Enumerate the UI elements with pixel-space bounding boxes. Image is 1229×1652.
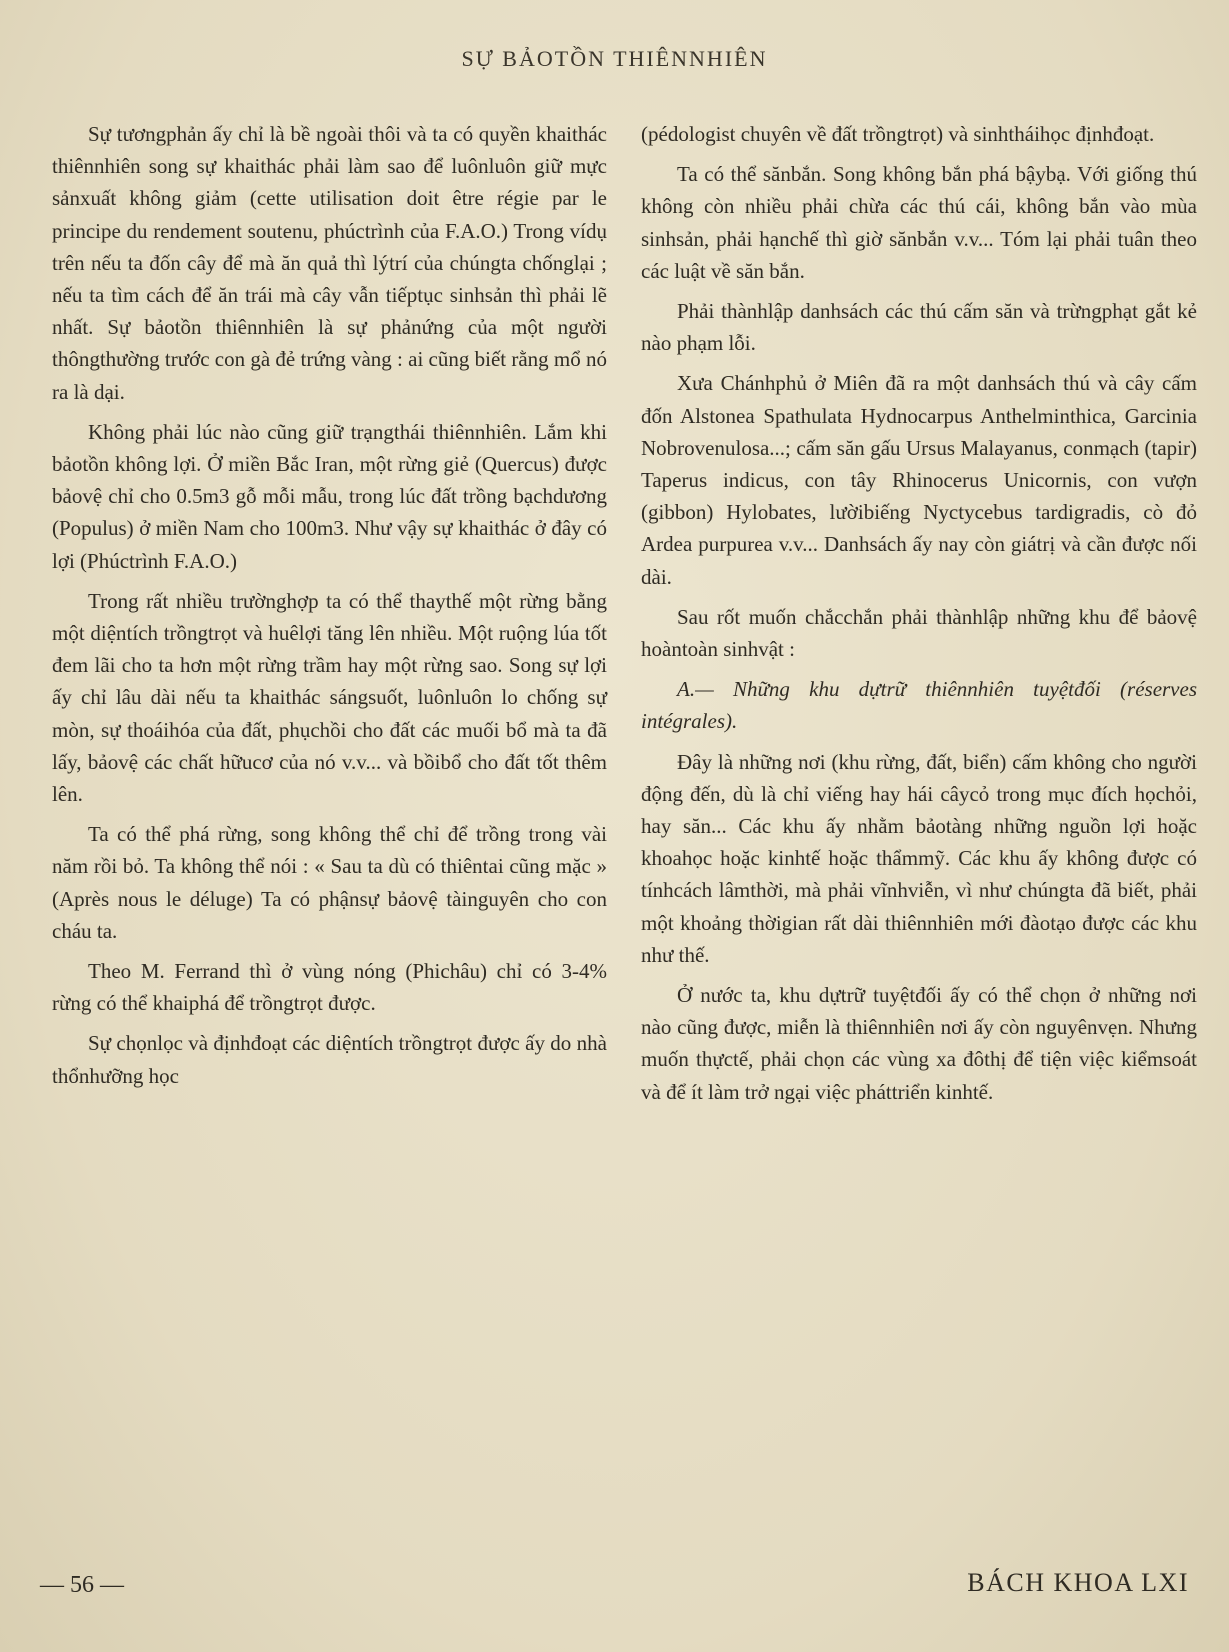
left-text-column xyxy=(52,118,607,1100)
paragraph: Sau rốt muốn chắcchắn phải thànhlập những khu để bảovệ hoàntoàn sinhvật : xyxy=(641,604,1197,662)
running-title: SỰ BẢOTỒN THIÊNNHIÊN xyxy=(461,46,768,71)
right-text-column xyxy=(641,118,1197,1116)
paragraph: Không phải lúc nào cũng giữ trạngthái thiênnhiên. Lắm khi bảotồn không lợi. Ở miền Bắc Iran, một rừng giẻ (Quercus) được bảovệ chỉ cho 0.5m3 gỗ mỗi mẫu, trong lúc đất trồng bạchdương (Populus) ở miền Nam cho 100m3. Như vậy sự khaithác ở đây có lợi (Phúctrình F.A.O.) xyxy=(52,419,607,573)
paragraph: Trong rất nhiều trườnghợp ta có thể thaythế một rừng bằng một diệntích trồngtrọt và huêlợi tăng lên nhiều. Một ruộng lúa tốt đem lãi cho ta hơn một rừng trầm hay một rừng sao. Song sự lợi ấy chỉ lâu dài nếu ta khaithác sángsuốt, luônluôn lo chống sự mòn, sự thoáihóa của đất, phụchồi cho đất các muối bổ mà ta đã lấy, bảovệ các chất hữucơ của nó v.v... và bồibổ cho đất tốt thêm lên. xyxy=(52,588,607,807)
page-number: — 56 — xyxy=(40,1572,124,1598)
paragraph-continued: (pédologist chuyên về đất trồngtrọt) và sinhtháihọc địnhđoạt. xyxy=(641,122,1155,146)
journal-title: BÁCH KHOA LXI xyxy=(967,1568,1189,1597)
paragraph: Ở nước ta, khu dựtrữ tuyệtđối ấy có thể chọn ở những nơi nào cũng được, miễn là thiênnhiên nơi ấy còn nguyênvẹn. Nhưng muốn thựctế, phải chọn các vùng xa đôthị để tiện việc kiểmsoát và để ít làm trở ngại việc pháttriển kinhtế. xyxy=(641,983,1197,1104)
paragraph: Sự tươngphản ấy chỉ là bề ngoài thôi và ta có quyền khaithác thiênnhiên song sự khaithác phải làm sao để luônluôn giữ mực sảnxuất không giảm (cette utilisation doit être régie par le principe du rendement soutenu, phúctrình của F.A.O.) Trong vídụ trên nếu ta đốn cây để mà ăn quả thì lýtrí của chúngta chốnglại ; nếu ta tìm cách để ăn trái mà cây vẫn tiếptục sinhsản thì phải lẽ nhất. Sự bảotồn thiênnhiên là sự phảnứng của một người thôngthường trước con gà đẻ trứng vàng : ai cũng biết rằng mổ nó ra là dại. xyxy=(52,122,607,404)
section-heading-a: A.— Những khu dựtrữ thiênnhiên tuyệtđối (réserves intégrales). xyxy=(641,677,1197,734)
paragraph: Ta có thể sănbắn. Song không bắn phá bậybạ. Với giống thú không còn nhiều phải chừa các thú cái, không bắn vào mùa sinhsản, phải hạnchế thì giờ sănbắn v.v... Tóm lại phải tuân theo các luật về săn bắn. xyxy=(641,162,1197,283)
paragraph: Phải thànhlập danhsách các thú cấm săn và trừngphạt gắt kẻ nào phạm lỗi. xyxy=(641,299,1197,356)
paragraph: Đây là những nơi (khu rừng, đất, biển) cấm không cho người động đến, dù là chỉ viếng hay hái câycỏ trong mục đích họchỏi, hay săn... Các khu ấy nhằm bảotàng những nguồn lợi hoặc khoahọc hoặc kinhtế hoặc thẩmmỹ. Các khu ấy không được có tínhcách lâmthời, mà phải vĩnhviễn, vì như chúngta đã biết, phải một khoảng thờigian rất dài thiênnhiên mới đàotạo được các khu như thế. xyxy=(641,749,1197,967)
paragraph: Xưa Chánhphủ ở Miên đã ra một danhsách thú và cây cấm đốn Alstonea Spathulata Hydnocarpus Anthelminthica, Garcinia Nobrovenulosa...; cấm săn gấu Ursus Malayanus, conmạch (tapir) Taperus indicus, con tây Rhinocerus Unicornis, con vượn (gibbon) Hylobates, lườibiếng Nyctycebus tardigradis, cò đỏ Ardea purpurea v.v... Danhsách ấy nay còn giátrị và cần được nối dài. xyxy=(641,371,1197,589)
paragraph: Sự chọnlọc và địnhđoạt các diệntích trồngtrọt được ấy do nhà thổnhưỡng học xyxy=(52,1031,607,1088)
paragraph: Theo M. Ferrand thì ở vùng nóng (Phichâu) chỉ có 3-4% rừng có thể khaiphá để trồngtrọt được. xyxy=(52,959,607,1016)
paragraph: Ta có thể phá rừng, song không thể chỉ để trồng trong vài năm rồi bỏ. Ta không thể nói : « Sau ta dù có thiêntai cũng mặc » (Après nous le déluge) Ta có phậnsự bảovệ tàinguyên cho con cháu ta. xyxy=(52,822,607,943)
